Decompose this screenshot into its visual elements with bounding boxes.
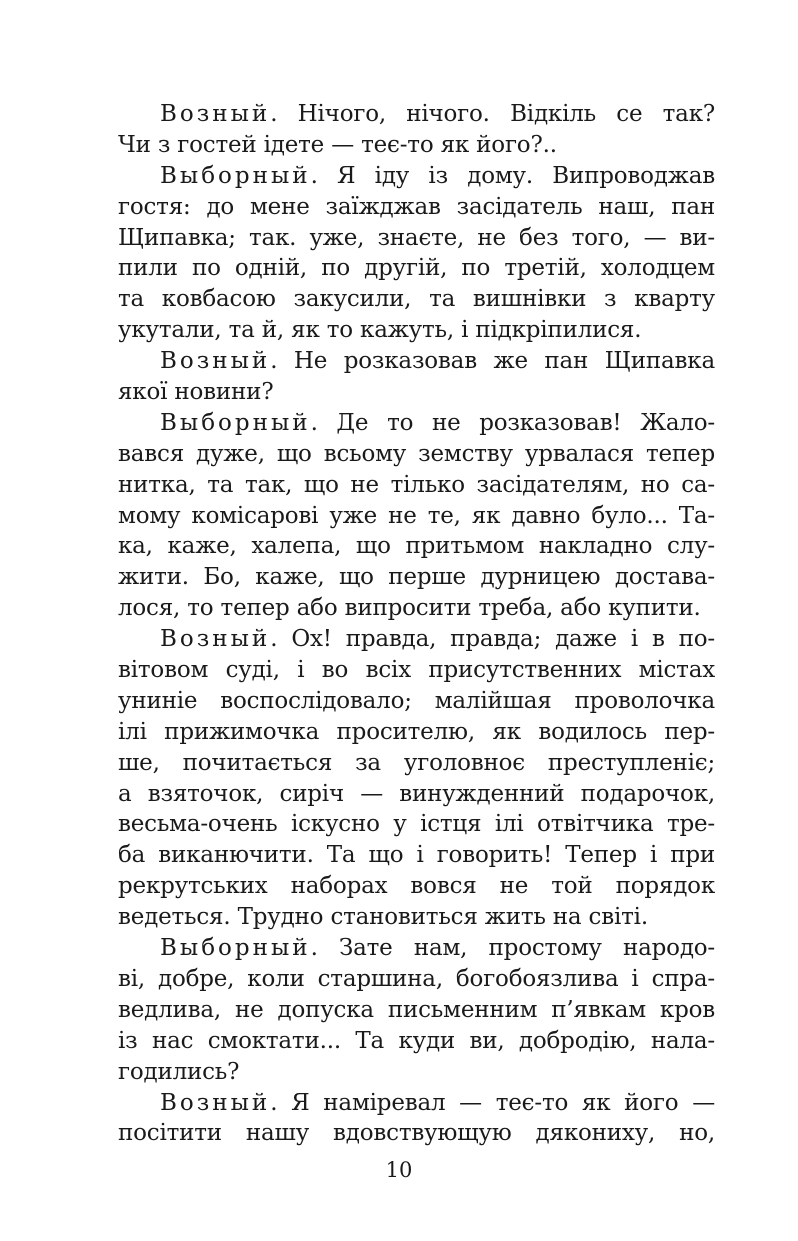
line-text: та ковбасою закусили, та вишнівки з кварту: [118, 286, 715, 313]
line-text: ілі прижимочка просителю, як водилось пер-: [118, 718, 715, 745]
line-text: ведлива, не допуска письменним п’явкам кров: [118, 996, 715, 1023]
text-line: [118, 408, 715, 439]
line-text: . Зате нам, простому народо-: [310, 935, 715, 962]
line-text: . Нічого, нічого. Відкіль се так?: [270, 101, 715, 127]
speaker-name: Выборный: [160, 935, 311, 962]
text-line: [118, 624, 715, 655]
text-line: [118, 779, 715, 810]
text-line: [118, 686, 715, 717]
line-text: Чи з гостей ідете — теє-то як його?..: [118, 131, 557, 158]
text-line: [118, 964, 715, 995]
text-line: [118, 99, 715, 130]
text-line: [118, 593, 715, 624]
text-line: [118, 1026, 715, 1057]
text-line: [118, 192, 715, 223]
text-line: [118, 562, 715, 593]
line-text: . Я наміревал — теє-то як його —: [270, 1089, 715, 1116]
text-line: [118, 933, 715, 964]
line-text: ба виканючити. Та що і говорить! Тепер і при: [118, 842, 715, 869]
text-line: [118, 1057, 715, 1088]
speaker-name: Выборный: [160, 409, 311, 436]
line-text: годились?: [118, 1058, 240, 1085]
text-line: [118, 840, 715, 871]
line-text: якої новини?: [118, 379, 274, 406]
speaker-name: Возный: [160, 101, 271, 127]
line-text: ка, каже, халепа, що притьмом накладно слу-: [118, 533, 715, 560]
text-line: [118, 809, 715, 840]
text-line: [118, 1118, 715, 1149]
line-text: нитка, та так, що не тілько засідателям, но са-: [118, 471, 715, 498]
line-text: укутали, та й, як то кажуть, і підкріпилися.: [118, 317, 642, 344]
line-text: пили по одній, по другій, по третій, холодцем: [118, 255, 715, 282]
line-text: Щипавка; так. уже, знаєте, не без того, — ви-: [118, 224, 715, 251]
text-line: [118, 377, 715, 408]
speaker-name: Возный: [160, 1089, 271, 1116]
page-number: 10: [385, 1158, 413, 1182]
text-line: [118, 346, 715, 377]
text-line: [118, 655, 715, 686]
line-text: мому комісарові уже не те, як давно було... Та-: [118, 502, 715, 529]
line-text: униніе воспослідовало; малійшая проволочка: [118, 687, 715, 714]
line-text: . Я іду із дому. Випроводжав: [310, 162, 715, 189]
page-body: [118, 99, 715, 1149]
text-line: [118, 717, 715, 748]
line-text: вався дуже, що всьому земству урвалася тепер: [118, 440, 715, 467]
text-line: [118, 902, 715, 933]
text-line: [118, 748, 715, 779]
line-text: рекрутських наборах вовся не той порядок: [118, 873, 715, 900]
text-line: [118, 995, 715, 1026]
line-text: . Ох! правда, правда; даже і в по-: [270, 626, 715, 653]
speaker-name: Выборный: [160, 162, 311, 189]
line-text: жити. Бо, каже, що перше дурницею достава-: [118, 564, 715, 591]
line-text: ведеться. Трудно становиться жить на світі.: [118, 904, 648, 931]
text-line: [118, 315, 715, 346]
line-text: ше, почитається за уголовноє преступленіє;: [118, 749, 715, 776]
speaker-name: Возный: [160, 626, 271, 653]
text-line: [118, 253, 715, 284]
line-text: ві, добре, коли старшина, богобоязлива і спра-: [118, 965, 715, 992]
text-line: [118, 223, 715, 254]
text-line: [118, 531, 715, 562]
line-text: посітити нашу вдовствующую дякониху, но,: [118, 1120, 715, 1147]
speaker-name: Возный: [160, 348, 271, 375]
text-line: [118, 130, 715, 161]
text-line: [118, 1088, 715, 1119]
line-text: . Не розказовав же пан Щипавка: [270, 348, 715, 375]
line-text: . Де то не розказовав! Жало-: [310, 409, 715, 436]
text-line: [118, 871, 715, 902]
line-text: із нас смоктати... Та куди ви, добродію, нала-: [118, 1027, 715, 1054]
line-text: весьма-очень іскусно у істця ілі отвітчика тре-: [118, 811, 715, 838]
text-line: [118, 284, 715, 315]
text-line: [118, 161, 715, 192]
line-text: лося, то тепер або випросити треба, або купити.: [118, 595, 701, 622]
line-text: гостя: до мене заїжджав засідатель наш, пан: [118, 193, 715, 220]
text-line: [118, 470, 715, 501]
line-text: вітовом суді, і во всіх присутственних містах: [118, 657, 715, 684]
line-text: а взяточок, сиріч — винужденний подарочок,: [118, 780, 715, 807]
text-line: [118, 439, 715, 470]
text-line: [118, 501, 715, 532]
